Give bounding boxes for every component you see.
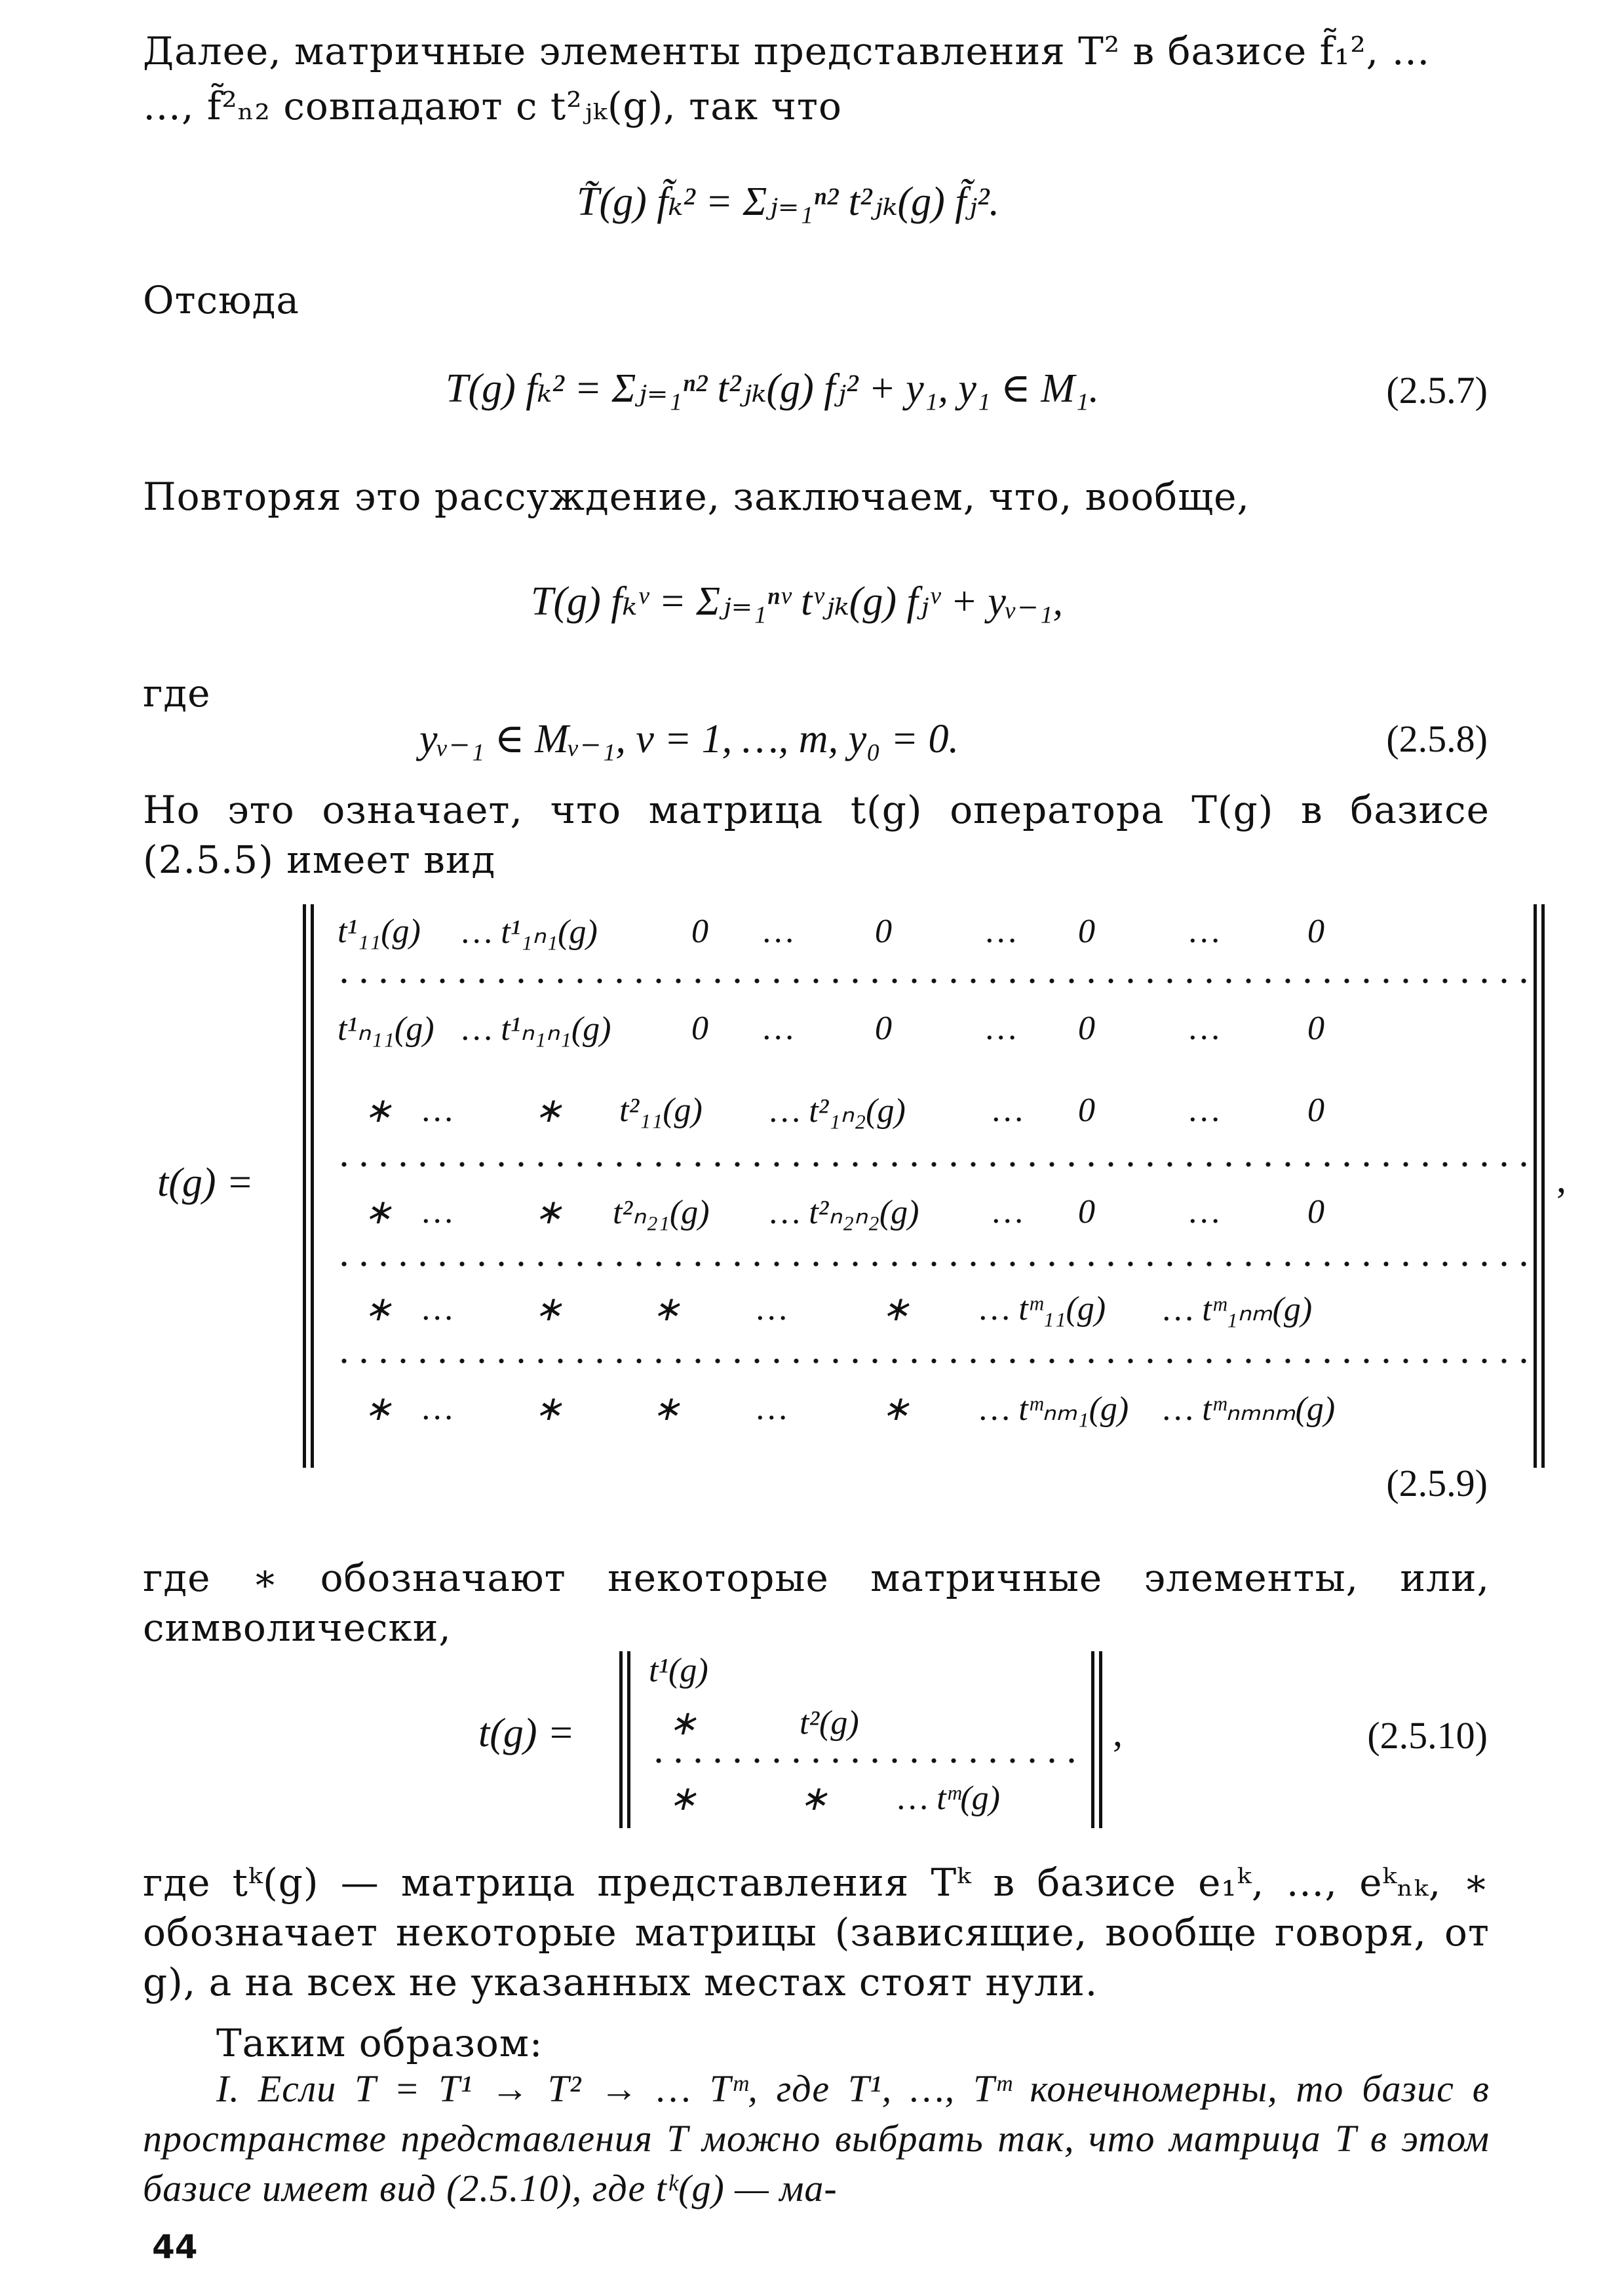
dot-leader-row bbox=[649, 1756, 1081, 1765]
matrix-cell: … bbox=[1189, 1010, 1220, 1047]
matrix-cell: … bbox=[1189, 1092, 1220, 1129]
matrix-cell: ∗ bbox=[364, 1194, 393, 1231]
norm-bar-right-1 bbox=[1091, 1651, 1094, 1828]
equation-2-5-8: yᵥ₋₁ ∈ Mᵥ₋₁, ν = 1, …, m, y₀ = 0. bbox=[419, 717, 959, 761]
equation-tilde: T̃(g) f̃ₖ² = Σⱼ₌₁ⁿ² t²ⱼₖ(g) f̃ⱼ². bbox=[577, 180, 999, 224]
matrix-cell: 0 bbox=[1307, 1092, 1324, 1129]
dot-leader-row bbox=[334, 1356, 1527, 1366]
matrix-cell: … t²ₙ₂ₙ₂(g) bbox=[770, 1194, 919, 1231]
matrix-cell: 0 bbox=[1078, 1092, 1095, 1129]
matrix-cell: … t¹ₙ₁ₙ₁(g) bbox=[462, 1010, 611, 1048]
matrix-cell: 0 bbox=[1078, 1193, 1095, 1231]
matrix-cell: ∗ bbox=[364, 1390, 393, 1428]
matrix-cell: t¹₁₁(g) bbox=[338, 913, 421, 950]
dot-leader-row bbox=[334, 1259, 1527, 1269]
matrix-cell: 0 bbox=[1078, 913, 1095, 950]
matrix-cell: ∗ bbox=[534, 1194, 563, 1231]
equation-number-2-5-7: (2.5.7) bbox=[1386, 369, 1488, 411]
matrix-cell: … bbox=[986, 1010, 1017, 1047]
matrix-cell: ∗ bbox=[652, 1390, 681, 1428]
matrix-cell: t¹ₙ₁₁(g) bbox=[338, 1010, 434, 1048]
page-number: 44 bbox=[152, 2228, 198, 2266]
matrix-cell: … t²₁ₙ₂(g) bbox=[770, 1092, 906, 1130]
matrix-cell: … tᵐₙₘ₁(g) bbox=[980, 1390, 1129, 1428]
matrix-cell: t¹(g) bbox=[649, 1652, 708, 1689]
dot-leader-row bbox=[334, 1160, 1527, 1169]
matrix-cell: ∗ bbox=[364, 1291, 393, 1328]
matrix-cell: 0 bbox=[691, 913, 708, 950]
equation-number-2-5-10: (2.5.10) bbox=[1367, 1714, 1488, 1757]
matrix-2-5-9 bbox=[157, 904, 1566, 1468]
matrix-cell: … tᵐ(g) bbox=[898, 1780, 1000, 1817]
matrix-cell: … tᵐₙₘₙₘ(g) bbox=[1163, 1390, 1336, 1428]
dot-leader-row bbox=[334, 976, 1527, 985]
matrix-cell: 0 bbox=[691, 1010, 708, 1047]
matrix-cell: … bbox=[423, 1290, 454, 1328]
matrix-cell: … tᵐ₁ₙₘ(g) bbox=[1163, 1291, 1313, 1328]
norm-bar-left-1 bbox=[619, 1651, 623, 1828]
matrix-cell: ∗ bbox=[881, 1390, 910, 1428]
norm-bar-left-2 bbox=[311, 904, 314, 1468]
theorem-statement: I. Если T = T¹ → T² → … Tᵐ, где T¹, …, Tᵐ конечномерны, то базис в пространстве представления T можно выбрать так, что матрица T в этом базисе имеет вид (2.5.10), где tᵏ(g) — ма- bbox=[143, 2067, 1490, 2210]
norm-bar-right-2 bbox=[1099, 1651, 1102, 1828]
paragraph-gde: где bbox=[143, 671, 211, 716]
norm-bar-left-1 bbox=[303, 904, 306, 1468]
matrix-cell: … bbox=[423, 1390, 454, 1427]
norm-bar-right-2 bbox=[1541, 904, 1545, 1468]
matrix-cell: ∗ bbox=[652, 1291, 681, 1328]
matrix-cell: … t¹₁ₙ₁(g) bbox=[462, 913, 598, 951]
matrix-cell: ∗ bbox=[534, 1092, 563, 1130]
equation-number-2-5-8: (2.5.8) bbox=[1386, 718, 1488, 760]
matrix-cell: … bbox=[757, 1390, 788, 1427]
matrix-cell: … bbox=[763, 913, 794, 950]
paragraph-repeat: Повторяя это рассуждение, заключаем, что, вообще, bbox=[143, 474, 1250, 519]
norm-bar-right-1 bbox=[1534, 904, 1537, 1468]
matrix-cell: … bbox=[1189, 913, 1220, 950]
paragraph-intro: Далее, матричные элементы представления T² в базисе f̃₁², … bbox=[143, 29, 1431, 73]
paragraph-otsyuda: Отсюда bbox=[143, 278, 299, 322]
matrix-cell: … tᵐ₁₁(g) bbox=[980, 1290, 1106, 1328]
matrix-cell: … bbox=[423, 1193, 454, 1231]
matrix-cell: 0 bbox=[1307, 913, 1324, 950]
matrix-cell: ∗ bbox=[881, 1291, 910, 1328]
paragraph-tk-explanation: где tᵏ(g) — матрица представления Tᵏ в базисе e₁ᵏ, …, eᵏₙₖ, ∗ обозначает некоторые матрицы (зависящие, вообще говоря, от g), а на всех не указанных местах стоят нули. bbox=[143, 1860, 1490, 2004]
matrix-cell: … bbox=[993, 1193, 1024, 1231]
matrix-cell: ∗ bbox=[534, 1291, 563, 1328]
matrix-cell: … bbox=[763, 1010, 794, 1047]
paragraph-matrix-intro: Но это означает, что матрица t(g) оператора T(g) в базисе (2.5.5) имеет вид bbox=[143, 788, 1490, 882]
equation-number-2-5-9: (2.5.9) bbox=[1386, 1462, 1488, 1504]
equation-general: T(g) fₖᵛ = Σⱼ₌₁ⁿᵛ tᵛⱼₖ(g) fⱼᵛ + yᵥ₋₁, bbox=[531, 579, 1063, 624]
paragraph-symbolic: где ∗ обозначают некоторые матричные элементы, или, символически, bbox=[143, 1556, 1490, 1650]
matrix-cell: ∗ bbox=[800, 1780, 828, 1818]
matrix-cell: … bbox=[757, 1290, 788, 1328]
matrix-cell: … bbox=[1189, 1193, 1220, 1231]
matrix-cell: … bbox=[993, 1092, 1024, 1129]
matrix-cell: 0 bbox=[875, 913, 892, 950]
norm-bar-left-2 bbox=[627, 1651, 630, 1828]
matrix-cell: … bbox=[986, 913, 1017, 950]
matrix-cell: t²ₙ₂₁(g) bbox=[613, 1194, 710, 1231]
matrix-lhs: t(g) = bbox=[157, 1160, 254, 1205]
equation-2-5-7: T(g) fₖ² = Σⱼ₌₁ⁿ² t²ⱼₖ(g) fⱼ² + y₁, y₁ ∈ M₁. bbox=[446, 366, 1100, 411]
comma: , bbox=[1113, 1711, 1123, 1754]
matrix-cell: ∗ bbox=[668, 1705, 697, 1742]
matrix-cell: 0 bbox=[1307, 1193, 1324, 1231]
matrix-cell: t²(g) bbox=[800, 1704, 859, 1742]
matrix-cell: ∗ bbox=[668, 1780, 697, 1818]
matrix-cell: ∗ bbox=[364, 1092, 393, 1130]
matrix-lhs-small: t(g) = bbox=[478, 1711, 575, 1755]
paragraph-thus: Таким образом: bbox=[216, 2021, 543, 2065]
matrix-cell: … bbox=[423, 1092, 454, 1129]
matrix-cell: 0 bbox=[1078, 1010, 1095, 1047]
paragraph-intro-cont: …, f̃²ₙ₂ совпадают с t²ⱼₖ(g), так что bbox=[143, 84, 842, 128]
matrix-2-5-10 bbox=[478, 1651, 1330, 1828]
matrix-cell: 0 bbox=[875, 1010, 892, 1047]
matrix-cell: ∗ bbox=[534, 1390, 563, 1428]
matrix-cell: 0 bbox=[1307, 1010, 1324, 1047]
comma: , bbox=[1556, 1157, 1566, 1200]
matrix-cell: t²₁₁(g) bbox=[619, 1092, 703, 1129]
